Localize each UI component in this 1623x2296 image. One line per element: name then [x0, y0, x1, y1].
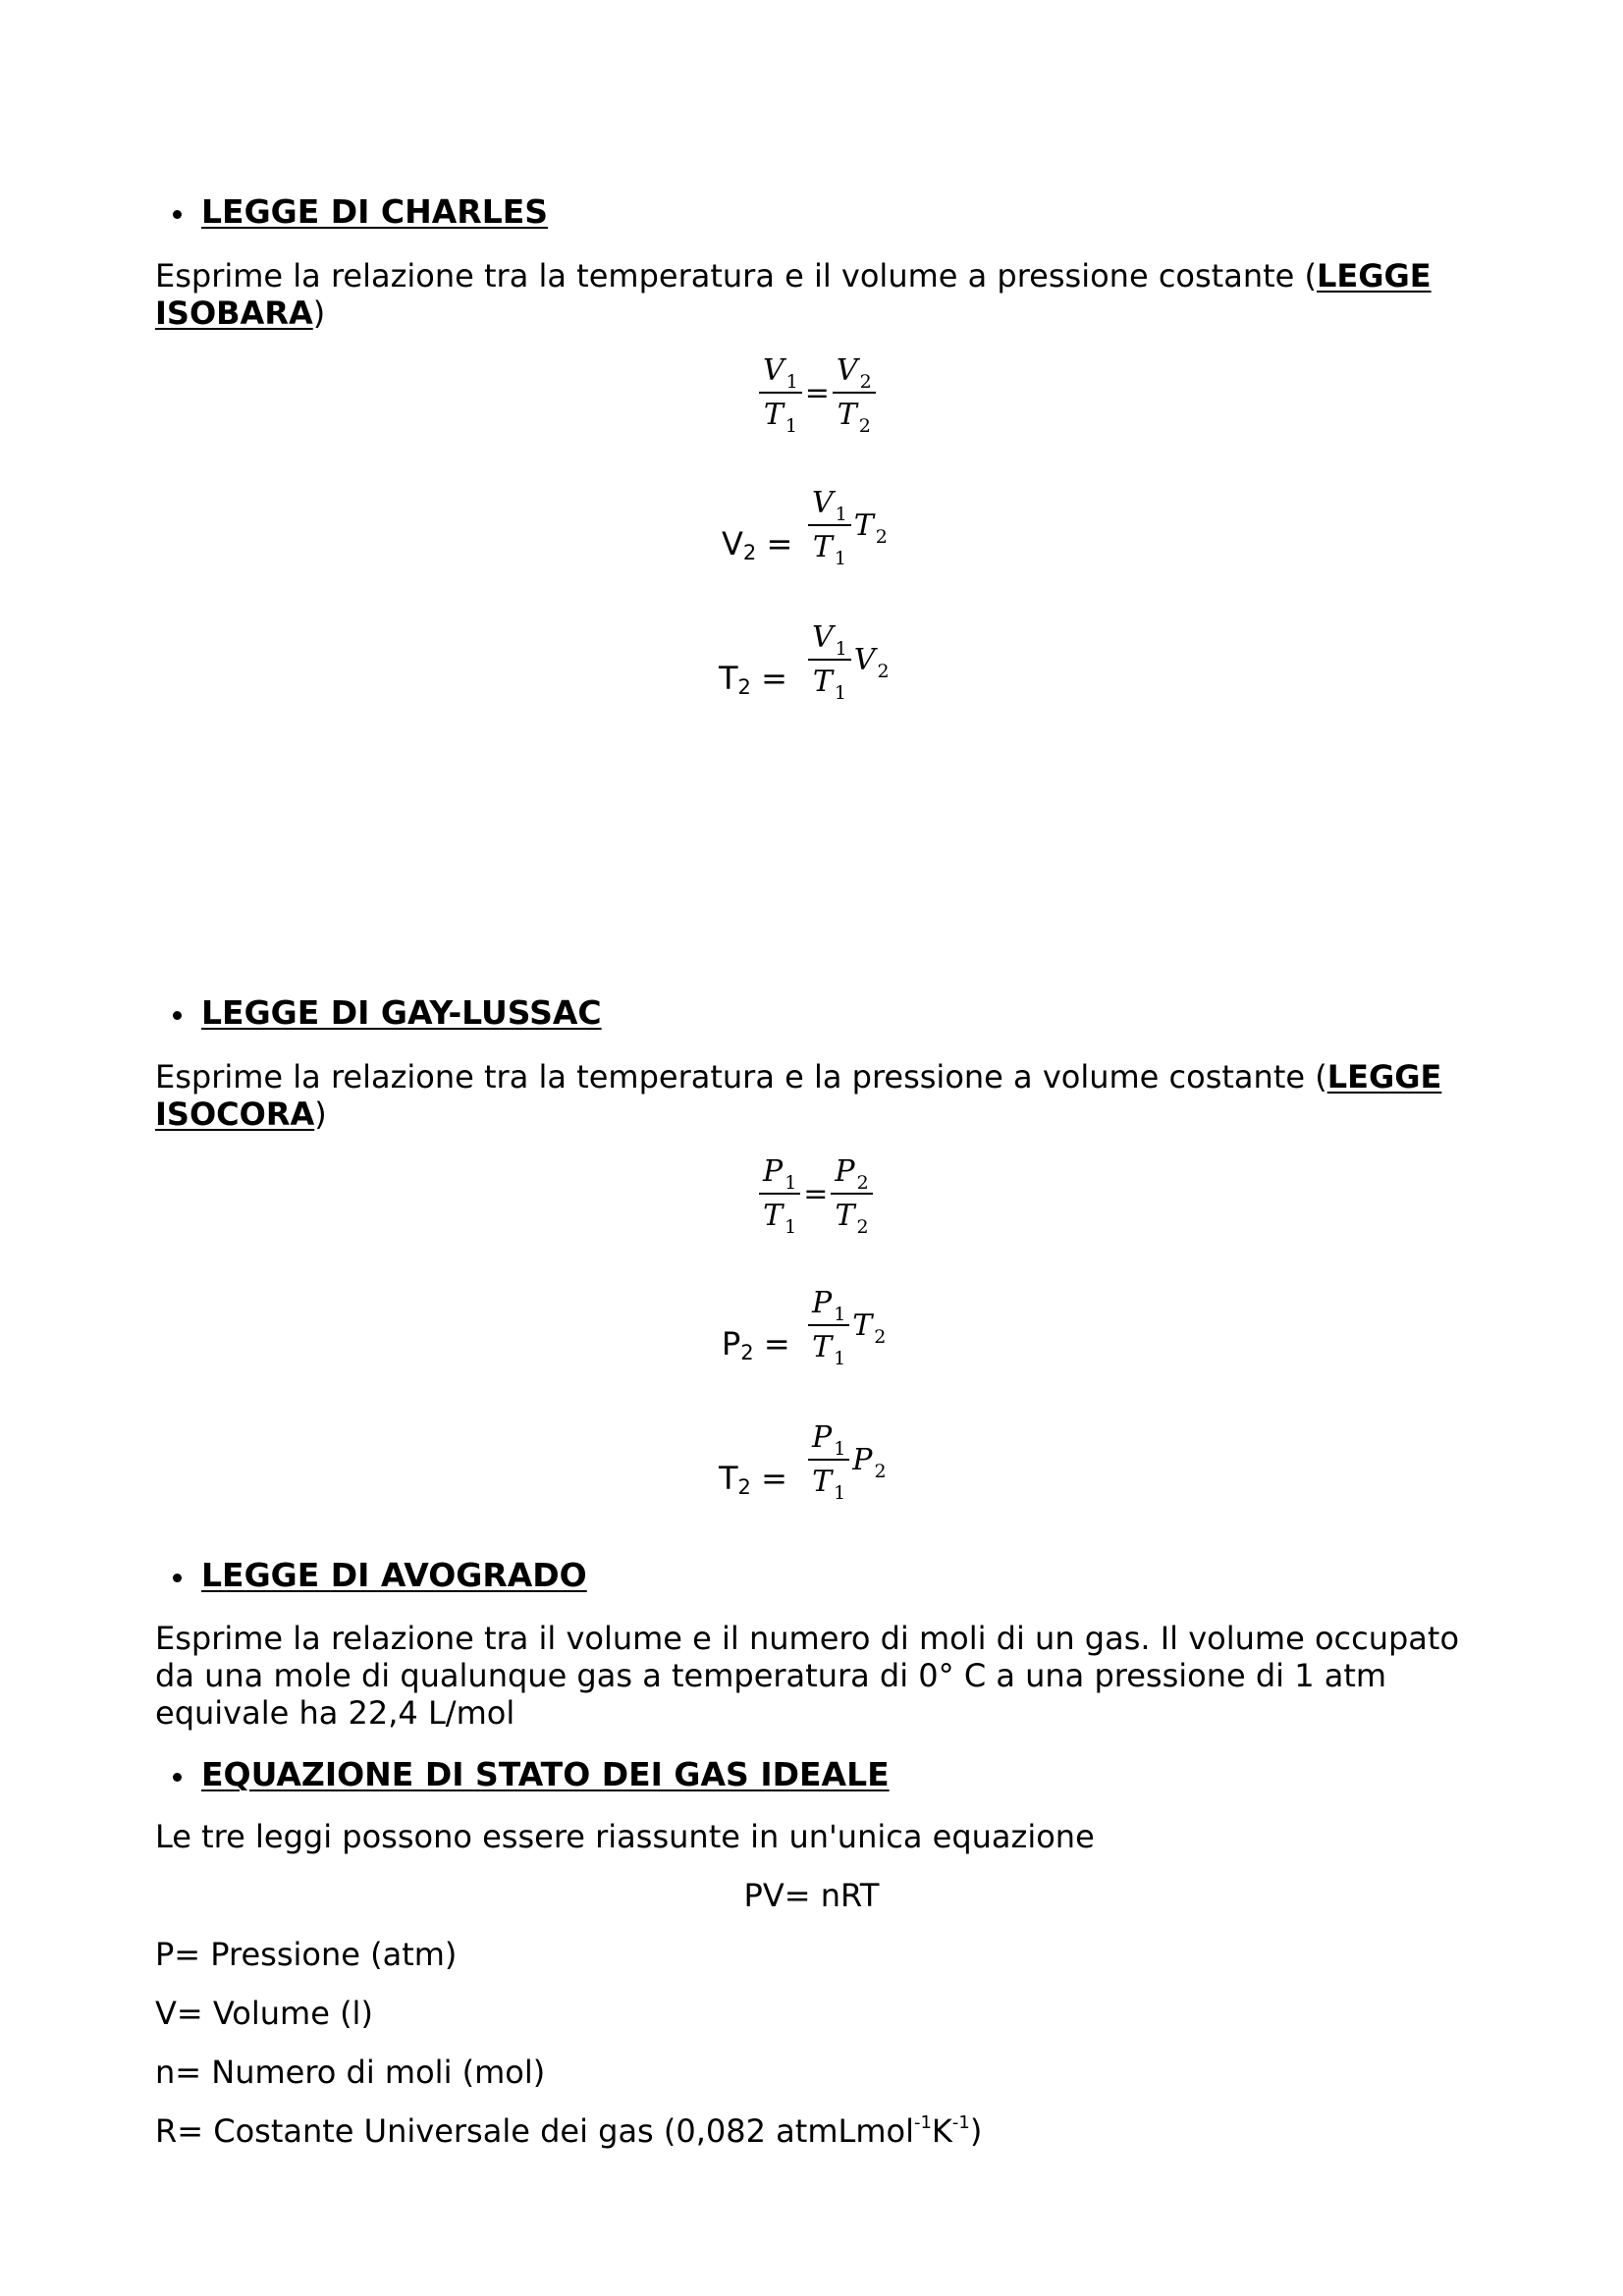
paragraph-avogadro: Esprime la relazione tra il volume e il numero di moli di un gas. Il volume occupato da una mole di qualunque gas a temperatura di 0° C a una pressione di 1 atm equivale ha 22,4 L/mol: [155, 1620, 1460, 1732]
definition-gas-constant: R= Costante Universale dei gas (0,082 $atmLmol^{-1}K^{-1}$): [155, 2112, 983, 2150]
equation-gay-lussac-p2-lhs: P2 =: [722, 1325, 790, 1364]
definition-moles: n= Numero di moli (mol): [155, 2054, 546, 2091]
tag-isobara: LEGGE ISOBARA: [155, 257, 1432, 332]
heading-charles: LEGGE DI CHARLES: [201, 192, 548, 231]
bullet-icon: [173, 210, 182, 219]
equation-gay-lussac-t2-lhs: T2 =: [719, 1460, 787, 1499]
bullet-icon: [173, 1574, 182, 1582]
bullet-icon: [173, 1011, 182, 1020]
equation-charles-t2: $\frac{V _1}{T _1}$ V $_2$: [808, 620, 890, 699]
definition-volume: V= Volume (l): [155, 1995, 373, 2032]
equation-charles-v2-lhs: V2 =: [722, 525, 793, 564]
ideal-gas-equation: PV= nRT: [743, 1877, 880, 1914]
paragraph-gay-lussac: Esprime la relazione tra la temperatura e la pressione a volume costante (LEGGE ISOCORA): [155, 1058, 1442, 1133]
equation-charles-ratio: $\frac{V _1}{T _1}$ = $\frac{V _2}{T _2}$: [759, 353, 876, 432]
equation-charles-t2-lhs: T2 =: [719, 660, 787, 699]
heading-avogadro: LEGGE DI AVOGRADO: [201, 1556, 587, 1594]
bullet-icon: [173, 1773, 182, 1782]
heading-ideal-gas: EQUAZIONE DI STATO DEI GAS IDEALE: [201, 1755, 890, 1793]
equation-gay-lussac-p2: $\frac{P _1}{T _1}$ T $_2$: [808, 1286, 886, 1364]
heading-gay-lussac: LEGGE DI GAY-LUSSAC: [201, 993, 602, 1032]
definition-pressure: P= Pressione (atm): [155, 1936, 458, 1973]
equation-gay-lussac-ratio: $\frac{P _1}{T _1}$ = $\frac{P _2}{T _2}$: [759, 1154, 873, 1233]
paragraph-ideal-gas: Le tre leggi possono essere riassunte in un'unica equazione: [155, 1818, 1095, 1855]
tag-isocora: LEGGE ISOCORA: [155, 1058, 1442, 1133]
paragraph-charles: Esprime la relazione tra la temperatura e il volume a pressione costante (LEGGE ISOBARA): [155, 257, 1432, 332]
equation-gay-lussac-t2: $\frac{P _1}{T _1}$ P $_2$: [808, 1420, 887, 1499]
equation-charles-v2: $\frac{V _1}{T _1}$ T $_2$: [808, 486, 888, 564]
